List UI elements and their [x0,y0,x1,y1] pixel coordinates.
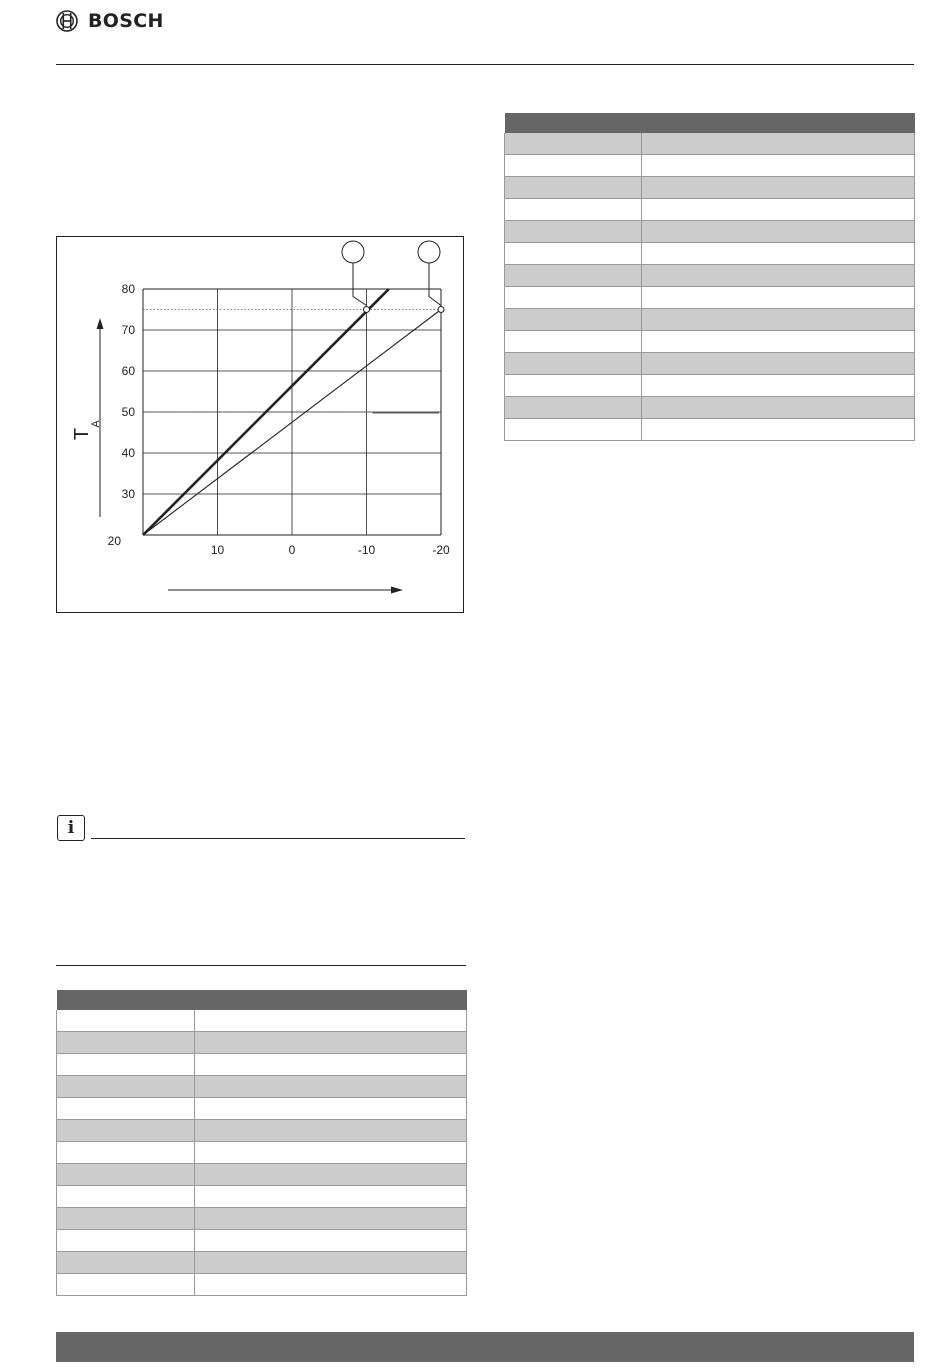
table-header-cell [505,113,642,133]
table-cell [57,1142,195,1164]
table-cell [195,1230,467,1252]
table-cell [57,1230,195,1252]
table-row [505,419,915,441]
table-cell [57,1164,195,1186]
table-cell [57,1120,195,1142]
table-header-cell [57,990,195,1010]
table-row [57,1208,467,1230]
table-row [57,1120,467,1142]
y-axis-label-subscript: A [90,420,102,428]
table-cell [642,331,915,353]
table-cell [642,419,915,441]
table-cell [505,133,642,155]
info-icon: i [57,815,85,841]
table-cell [505,199,642,221]
table-row [57,1054,467,1076]
table-cell [195,1164,467,1186]
table-cell [642,155,915,177]
y-tick-label: 80 [121,282,135,296]
table-cell [642,397,915,419]
table-cell [195,1142,467,1164]
x-tick-label: -10 [357,543,376,557]
callout-circle [342,241,364,263]
data-marker [364,307,370,313]
table-row [57,1230,467,1252]
y-axis-arrowhead [97,318,104,329]
table-row [57,1252,467,1274]
table-row [505,265,915,287]
y-tick-label: 60 [121,364,135,378]
table-cell [642,265,915,287]
table-cell [57,1010,195,1032]
table-row [57,1098,467,1120]
table-cell [642,177,915,199]
callout-leader [353,263,367,306]
table-row [505,375,915,397]
table-cell [642,199,915,221]
table-row [505,397,915,419]
table-cell [642,221,915,243]
x-axis-arrowhead [391,587,403,594]
table-cell [505,397,642,419]
table-cell [505,243,642,265]
table-cell [642,375,915,397]
table-row [505,133,915,155]
table-row [505,155,915,177]
info-rule [91,838,465,839]
table-row [505,309,915,331]
table-cell [505,419,642,441]
chart-frame [56,236,464,613]
table-row [505,221,915,243]
table-cell [642,243,915,265]
flow-temperature-chart [57,237,465,614]
table-cell [57,1252,195,1274]
right-table [504,113,915,441]
table-row [505,331,915,353]
table-cell [505,265,642,287]
y-tick-label: 20 [107,534,121,548]
table-row [505,287,915,309]
table-cell [57,1076,195,1098]
table-cell [642,353,915,375]
bosch-armature-icon [56,10,78,32]
table-header-cell [642,113,915,133]
y-tick-label: 40 [121,446,135,460]
y-tick-label: 50 [121,405,135,419]
table-cell [642,133,915,155]
data-marker [438,307,444,313]
bottom-table [56,990,467,1296]
y-axis-label: T [71,427,93,441]
brand-name: BOSCH [88,10,164,32]
table-cell [57,1054,195,1076]
table-cell [505,309,642,331]
x-tick-label: 10 [210,543,225,557]
table-row [57,1010,467,1032]
table-row [505,199,915,221]
x-tick-label: -20 [432,543,450,557]
table-row [57,1186,467,1208]
table-cell [195,1186,467,1208]
table-row [57,1032,467,1054]
table-cell [195,1120,467,1142]
table-cell [195,1010,467,1032]
table-cell [505,375,642,397]
y-tick-label: 30 [121,487,135,501]
table-cell [505,353,642,375]
table-row [505,243,915,265]
table-cell [505,331,642,353]
table-cell [505,177,642,199]
table-cell [195,1098,467,1120]
table-cell [57,1274,195,1296]
table-cell [57,1098,195,1120]
table-cell [642,287,915,309]
table-row [57,1164,467,1186]
table-cell [195,1032,467,1054]
table-cell [195,1076,467,1098]
footer-bar [56,1332,914,1362]
table-row [57,1076,467,1098]
table-header-row [57,990,467,1010]
callout-leader [429,263,441,306]
y-tick-label: 70 [121,323,135,337]
table-cell [57,1208,195,1230]
table-cell [505,287,642,309]
bosch-logo [56,9,164,33]
x-tick-label: 0 [288,543,296,557]
table-cell [505,155,642,177]
table-cell [505,221,642,243]
header-rule [56,64,914,65]
table-row [505,353,915,375]
table-cell [642,309,915,331]
table-cell [195,1054,467,1076]
table-row [505,177,915,199]
table-row [57,1274,467,1296]
table-cell [195,1208,467,1230]
table-cell [195,1252,467,1274]
table-cell [57,1186,195,1208]
section-rule [56,965,466,966]
table-header-cell [195,990,467,1010]
table-cell [195,1274,467,1296]
table-header-row [505,113,915,133]
table-cell [57,1032,195,1054]
callout-circle [418,241,440,263]
table-row [57,1142,467,1164]
